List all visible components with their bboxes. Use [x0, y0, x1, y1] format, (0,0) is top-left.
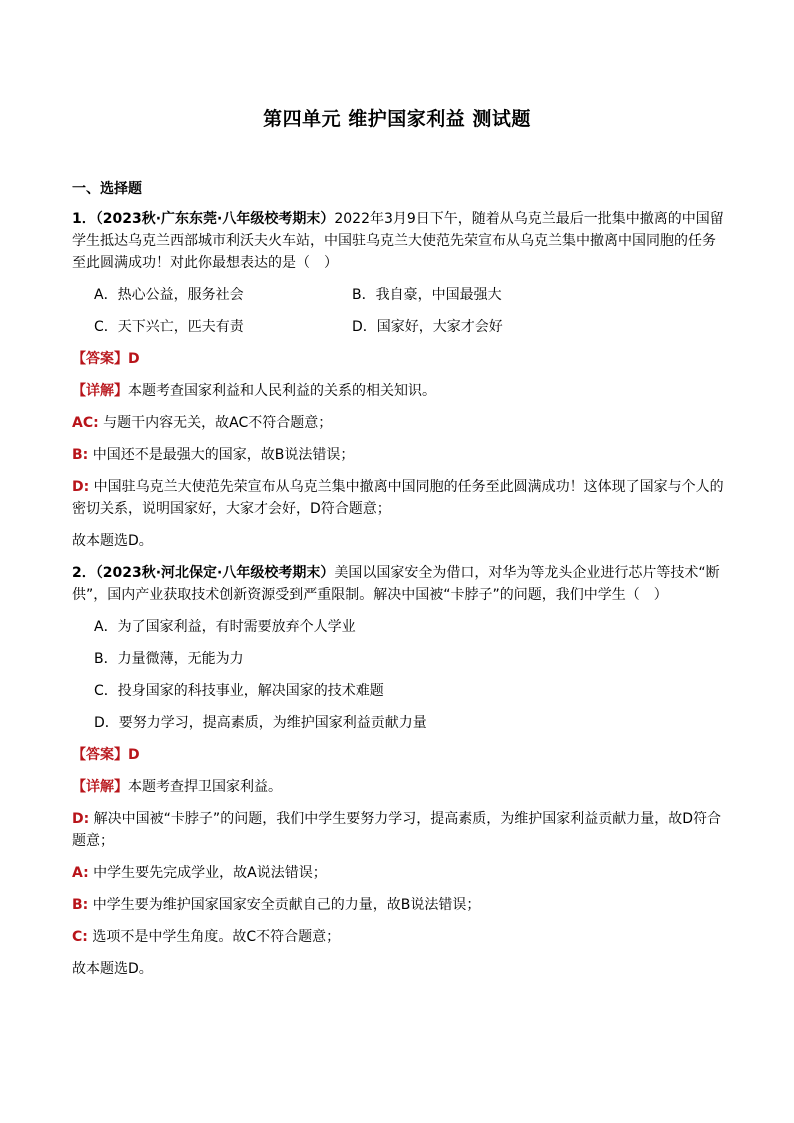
explanation-item: [72, 862, 724, 884]
option-b: B．我自豪，中国最强大: [352, 287, 502, 303]
explanation-item: [72, 808, 724, 852]
question-text: 2022年3月9日下午，随着从乌克兰最后一批集中撤离的中国留学生抵达乌克兰西部城市利沃夫火车站，中国驻乌克兰大使范先荣宣布从乌克兰集中撤离中国同胞的任务至此圆满成功！对此你最想表达的是（ ）: [72, 211, 724, 271]
explanation-key: A:: [72, 865, 89, 881]
question-stem: [72, 562, 724, 606]
option-a: A．为了国家利益，有时需要放弃个人学业: [94, 619, 356, 635]
option-b: B．力量微薄，无能为力: [94, 651, 244, 667]
question-1: [72, 208, 724, 552]
question-2: [72, 562, 724, 980]
option-d: D．要努力学习，提高素质，为维护国家利益贡献力量: [94, 715, 427, 731]
section-heading: 一、选择题: [72, 181, 142, 197]
question-source: （2023秋·广东东莞·八年级校考期末）: [95, 211, 335, 227]
question-stem: [72, 208, 724, 274]
option-c: C．天下兴亡，匹夫有责: [94, 319, 244, 335]
document-content: [72, 178, 724, 990]
explanation-item: [72, 412, 724, 434]
detail-text: 本题考查捍卫国家利益。: [128, 779, 282, 795]
question-text: 美国以国家安全为借口，对华为等龙头企业进行芯片等技术“断供”，国内产业获取技术创新资源受到严重限制。解决中国被“卡脖子”的问题，我们中学生（ ）: [72, 565, 720, 603]
answer-tag: 【答案】: [72, 351, 128, 367]
conclusion: 故本题选D。: [72, 533, 153, 549]
page-title: 第四单元 维护国家利益 测试题: [263, 108, 531, 130]
detail-line: [72, 380, 724, 402]
explanation-item: [72, 926, 724, 948]
question-source: （2023秋·河北保定·八年级校考期末）: [95, 565, 335, 581]
explanation-item: [72, 894, 724, 916]
answer-line: [72, 348, 724, 370]
conclusion: 故本题选D。: [72, 961, 153, 977]
answer-tag: 【答案】: [72, 747, 128, 763]
option-d: D．国家好，大家才会好: [352, 319, 503, 335]
explanation-key: D:: [72, 811, 90, 827]
explanation-text: 中国还不是最强大的国家，故B说法错误；: [88, 447, 355, 463]
explanation-item: [72, 476, 724, 520]
explanation-key: B:: [72, 897, 89, 913]
explanation-item: [72, 444, 724, 466]
explanation-key: B:: [72, 447, 89, 463]
explanation-key: D:: [72, 479, 90, 495]
answer-value: D: [128, 351, 140, 367]
explanation-text: 中学生要为维护国家国家安全贡献自己的力量，故B说法错误；: [88, 897, 481, 913]
detail-line: [72, 776, 724, 798]
explanation-text: 选项不是中学生角度。故C不符合题意；: [87, 929, 341, 945]
explanation-key: C:: [72, 929, 88, 945]
detail-text: 本题考查国家利益和人民利益的关系的相关知识。: [128, 383, 436, 399]
explanation-text: 中国驻乌克兰大使范先荣宣布从乌克兰集中撤离中国同胞的任务至此圆满成功！这体现了国家与个人的密切关系，说明国家好，大家才会好，D符合题意；: [72, 479, 724, 517]
option-c: C．投身国家的科技事业，解决国家的技术难题: [94, 683, 384, 699]
detail-tag: 【详解】: [72, 383, 128, 399]
question-number: 2．: [72, 565, 96, 581]
explanation-text: 解决中国被“卡脖子”的问题，我们中学生要努力学习，提高素质，为维护国家利益贡献力量，故D符合题意；: [72, 811, 721, 849]
question-number: 1．: [72, 211, 96, 227]
detail-tag: 【详解】: [72, 779, 128, 795]
explanation-key: AC:: [72, 415, 99, 431]
answer-line: [72, 744, 724, 766]
option-list: [94, 284, 724, 338]
option-a: A．热心公益，服务社会: [94, 287, 244, 303]
answer-value: D: [128, 747, 140, 763]
explanation-text: 中学生要先完成学业，故A说法错误；: [88, 865, 327, 881]
explanation-text: 与题干内容无关，故AC不符合题意；: [98, 415, 333, 431]
